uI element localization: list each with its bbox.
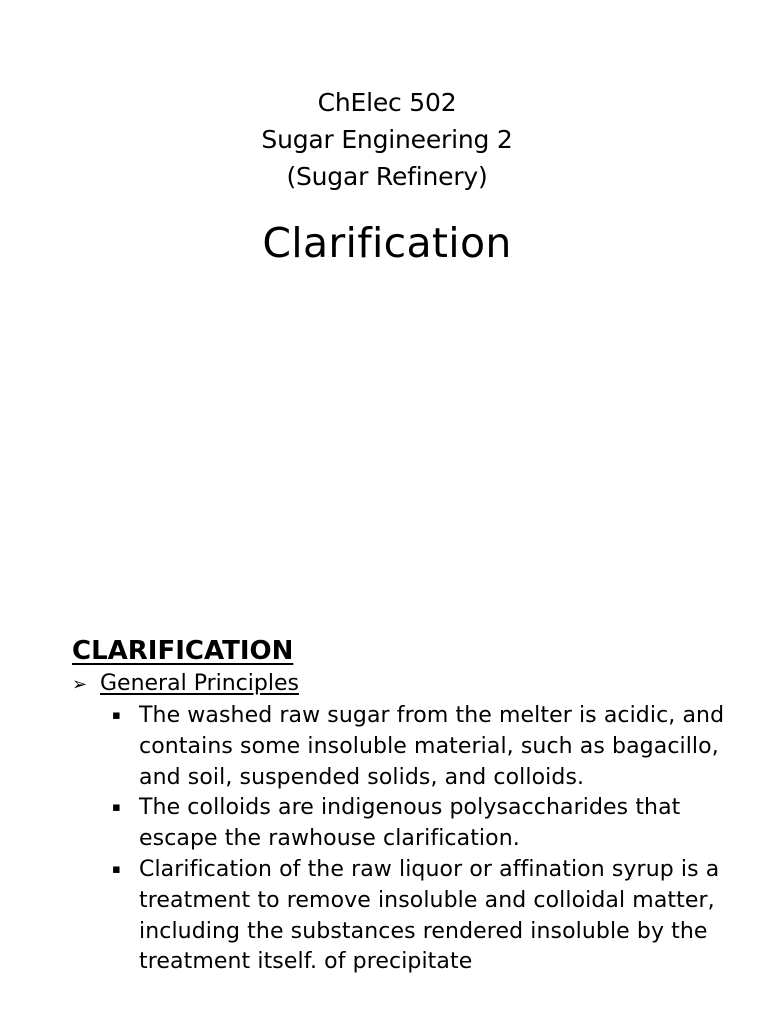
bullet-item [112, 855, 742, 978]
clarification-section [72, 633, 742, 978]
course-topic: (Sugar Refinery) [286, 162, 488, 191]
bullet-text: Clarification of the raw liquor or affination syrup is a treatment to remove insoluble and colloidal matter, including the substances rendered insoluble by the treatment itself. of precipitate [139, 856, 720, 975]
bullet-item [112, 701, 742, 793]
bullet-item [112, 793, 742, 855]
subsection-label: General Principles [100, 671, 299, 696]
bullet-text: The washed raw sugar from the melter is acidic, and contains some insoluble material, such as bagacillo, and soil, suspended solids, and colloids. [139, 703, 725, 790]
section-heading: CLARIFICATION [72, 636, 294, 666]
title-slide [0, 84, 768, 268]
square-bullet-icon: ▪ [112, 708, 121, 723]
square-bullet-icon: ▪ [112, 861, 121, 877]
course-code: ChElec 502 [317, 88, 457, 117]
bullet-text: The colloids are indigenous polysaccharides that escape the rawhouse clarification. [139, 795, 681, 852]
subsection-general-principles [72, 668, 742, 701]
arrow-bullet-icon: ➢ [72, 674, 88, 695]
square-bullet-icon: ▪ [112, 800, 121, 816]
course-name: Sugar Engineering 2 [261, 125, 513, 154]
page-title: Clarification [262, 219, 512, 267]
bullet-list [72, 701, 742, 978]
